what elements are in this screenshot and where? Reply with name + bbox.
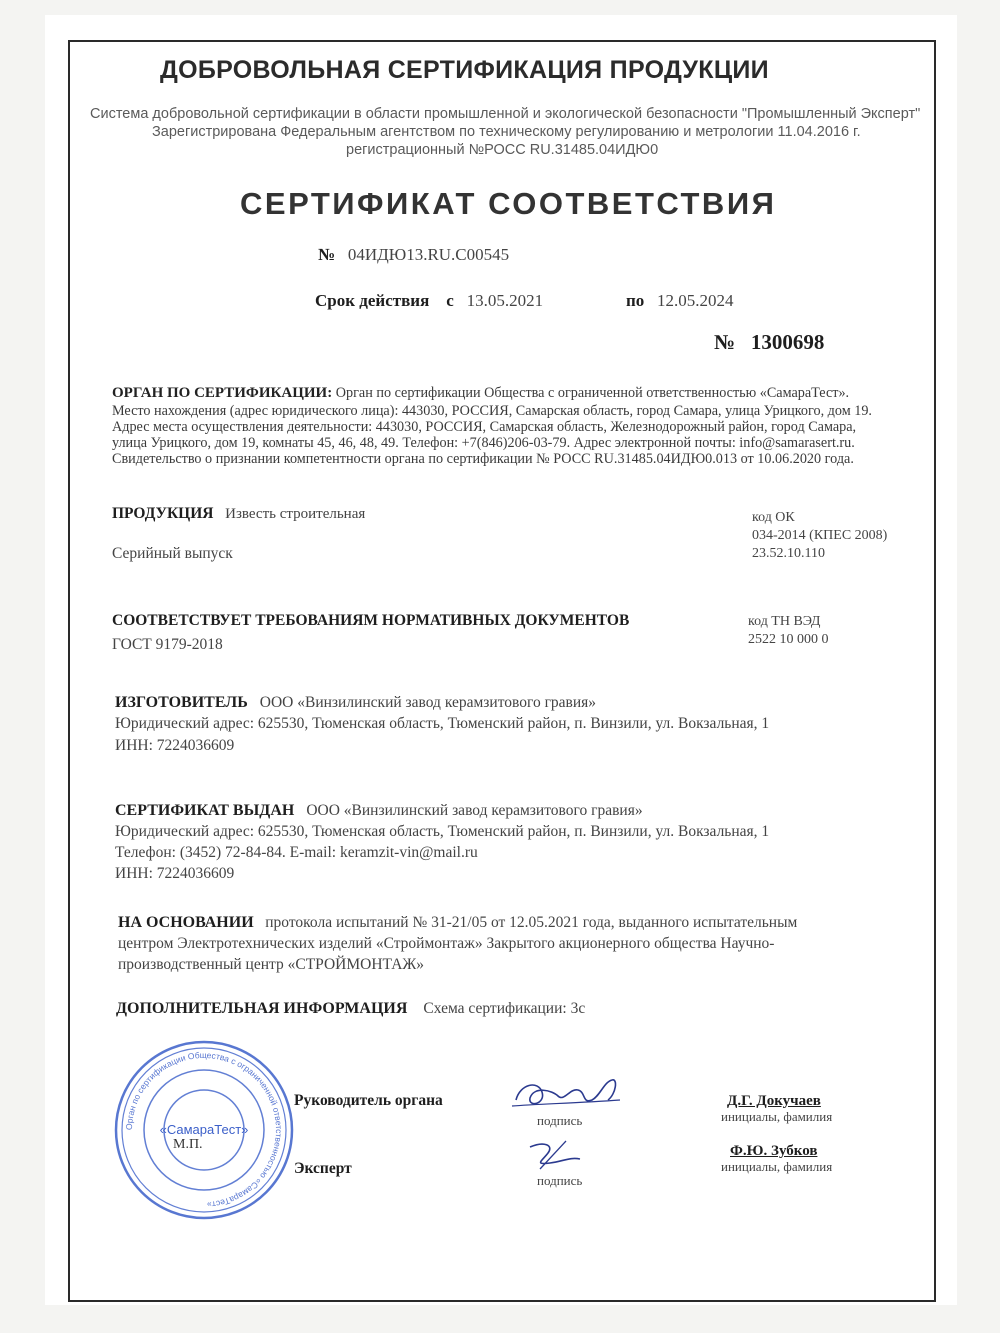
expert-name-caption: инициалы, фамилия (721, 1159, 833, 1174)
product-row (112, 505, 365, 523)
manufacturer-row (115, 694, 596, 712)
organ-line-3: Адрес места осуществления деятельности: 443030, РОССИЯ, Самарская область, Железнодорожный район, город Самара, (112, 419, 857, 435)
head-label: Руководитель органа (294, 1092, 443, 1109)
organ-name: Орган по сертификации Общества с ограниченной ответственностью «СамараТест». (335, 385, 850, 401)
validity-from-label: с (446, 291, 454, 310)
basis-label: НА ОСНОВАНИИ (118, 914, 254, 931)
expert-name: Ф.Ю. Зубков (730, 1143, 818, 1159)
head-sign-caption: подпись (537, 1113, 583, 1128)
organ-line-4: улица Урицкого, дом 19, комнаты 45, 46, 48, 49. Телефон: +7(846)206-03-79. Адрес электронной почты: info@samarasert.ru. (112, 435, 855, 451)
organization-stamp (112, 1038, 296, 1222)
validity-from-date: 13.05.2021 (466, 291, 544, 310)
validity-to (626, 291, 734, 311)
organ-line-5: Свидетельство о признании компетентности органа по сертификации № РОСС RU.31485.04ИДЮ0.013 от 10.06.2020 года. (112, 451, 854, 467)
okpd-code: 23.52.10.110 (752, 546, 825, 561)
head-name: Д.Г. Докучаев (727, 1093, 821, 1109)
validity-row (315, 291, 543, 311)
certificate-number: 04ИДЮ13.RU.C00545 (347, 245, 510, 264)
issued-to-row (115, 802, 643, 820)
additional-row (116, 1000, 585, 1018)
product-label: ПРОДУКЦИЯ (112, 505, 214, 522)
stamp-place-label: М.П. (173, 1137, 203, 1152)
basis-line-1 (118, 914, 797, 932)
organ-label: ОРГАН ПО СЕРТИФИКАЦИИ: (112, 385, 333, 401)
stamp-seal-icon (112, 1038, 296, 1222)
blank-number: 1300698 (750, 330, 825, 354)
issued-to-label: СЕРТИФИКАТ ВЫДАН (115, 802, 295, 819)
blank-number-sign: № (714, 330, 736, 354)
validity-to-label: по (626, 291, 645, 310)
header-title: ДОБРОВОЛЬНАЯ СЕРТИФИКАЦИЯ ПРОДУКЦИИ (160, 56, 769, 84)
okpd-standard: 034-2014 (КПЕС 2008) (752, 528, 888, 543)
additional-label: ДОПОЛНИТЕЛЬНАЯ ИНФОРМАЦИЯ (116, 1000, 408, 1017)
additional-value: Схема сертификации: 3с (423, 1000, 586, 1017)
compliance-standard: ГОСТ 9179-2018 (112, 636, 223, 653)
validity-label: Срок действия (315, 291, 430, 310)
issued-to-contacts: Телефон: (3452) 72-84-84. E-mail: keramzit-vin@mail.ru (115, 844, 478, 861)
manufacturer-address: Юридический адрес: 625530, Тюменская область, Тюменский район, п. Винзили, ул. Вокзальная, 1 (115, 715, 770, 732)
organ-line-1 (112, 385, 849, 402)
basis-line-3: производственный центр «СТРОЙМОНТАЖ» (118, 956, 425, 973)
system-line-2: Зарегистрирована Федеральным агентством по техническому регулированию и метрологии 11.04.2016 г. (152, 124, 861, 140)
manufacturer-label: ИЗГОТОВИТЕЛЬ (115, 694, 248, 711)
organ-line-2: Место нахождения (адрес юридического лица): 443030, РОССИЯ, Самарская область, город Самара, улица Урицкого, дом 19. (112, 403, 872, 419)
basis-line-2: центром Электротехнических изделий «Строймонтаж» Закрытого акционерного общества Научно- (118, 935, 775, 952)
manufacturer-name: ООО «Винзилинский завод керамзитового гравия» (259, 694, 597, 711)
expert-label: Эксперт (294, 1160, 352, 1177)
product-serial: Серийный выпуск (112, 545, 233, 562)
certificate-title: СЕРТИФИКАТ СООТВЕТСТВИЯ (240, 186, 777, 221)
stamp-ring-text: Орган по сертификации Общества с ограниченной ответственностью «СамараТест» (123, 1049, 285, 1210)
tnved-label: код ТН ВЭД (748, 614, 821, 629)
basis-text-1: протокола испытаний № 31-21/05 от 12.05.2021 года, выданного испытательным (265, 914, 798, 931)
stamp-name: «СамараТест» (159, 1122, 249, 1137)
head-name-caption: инициалы, фамилия (721, 1109, 833, 1124)
blank-number-row (714, 330, 824, 355)
manufacturer-inn: ИНН: 7224036609 (115, 737, 235, 754)
tnved-code: 2522 10 000 0 (748, 632, 829, 647)
certificate-number-row (318, 245, 509, 265)
system-line-1: Система добровольной сертификации в области промышленной и экологической безопасности "Промышленный Эксперт" (90, 106, 921, 122)
expert-sign-caption: подпись (537, 1173, 583, 1188)
issued-to-inn: ИНН: 7224036609 (115, 865, 235, 882)
validity-to-date: 12.05.2024 (657, 291, 734, 310)
issued-to-address: Юридический адрес: 625530, Тюменская область, Тюменский район, п. Винзили, ул. Вокзальная, 1 (115, 823, 770, 840)
product-name: Известь строительная (225, 506, 366, 522)
number-sign: № (318, 245, 336, 264)
system-line-3: регистрационный №РОСС RU.31485.04ИДЮ0 (346, 142, 659, 158)
issued-to-name: ООО «Винзилинский завод керамзитового гравия» (306, 802, 643, 819)
okpd-label: код ОК (752, 510, 795, 525)
compliance-label: СООТВЕТСТВУЕТ ТРЕБОВАНИЯМ НОРМАТИВНЫХ ДОКУМЕНТОВ (112, 612, 630, 629)
